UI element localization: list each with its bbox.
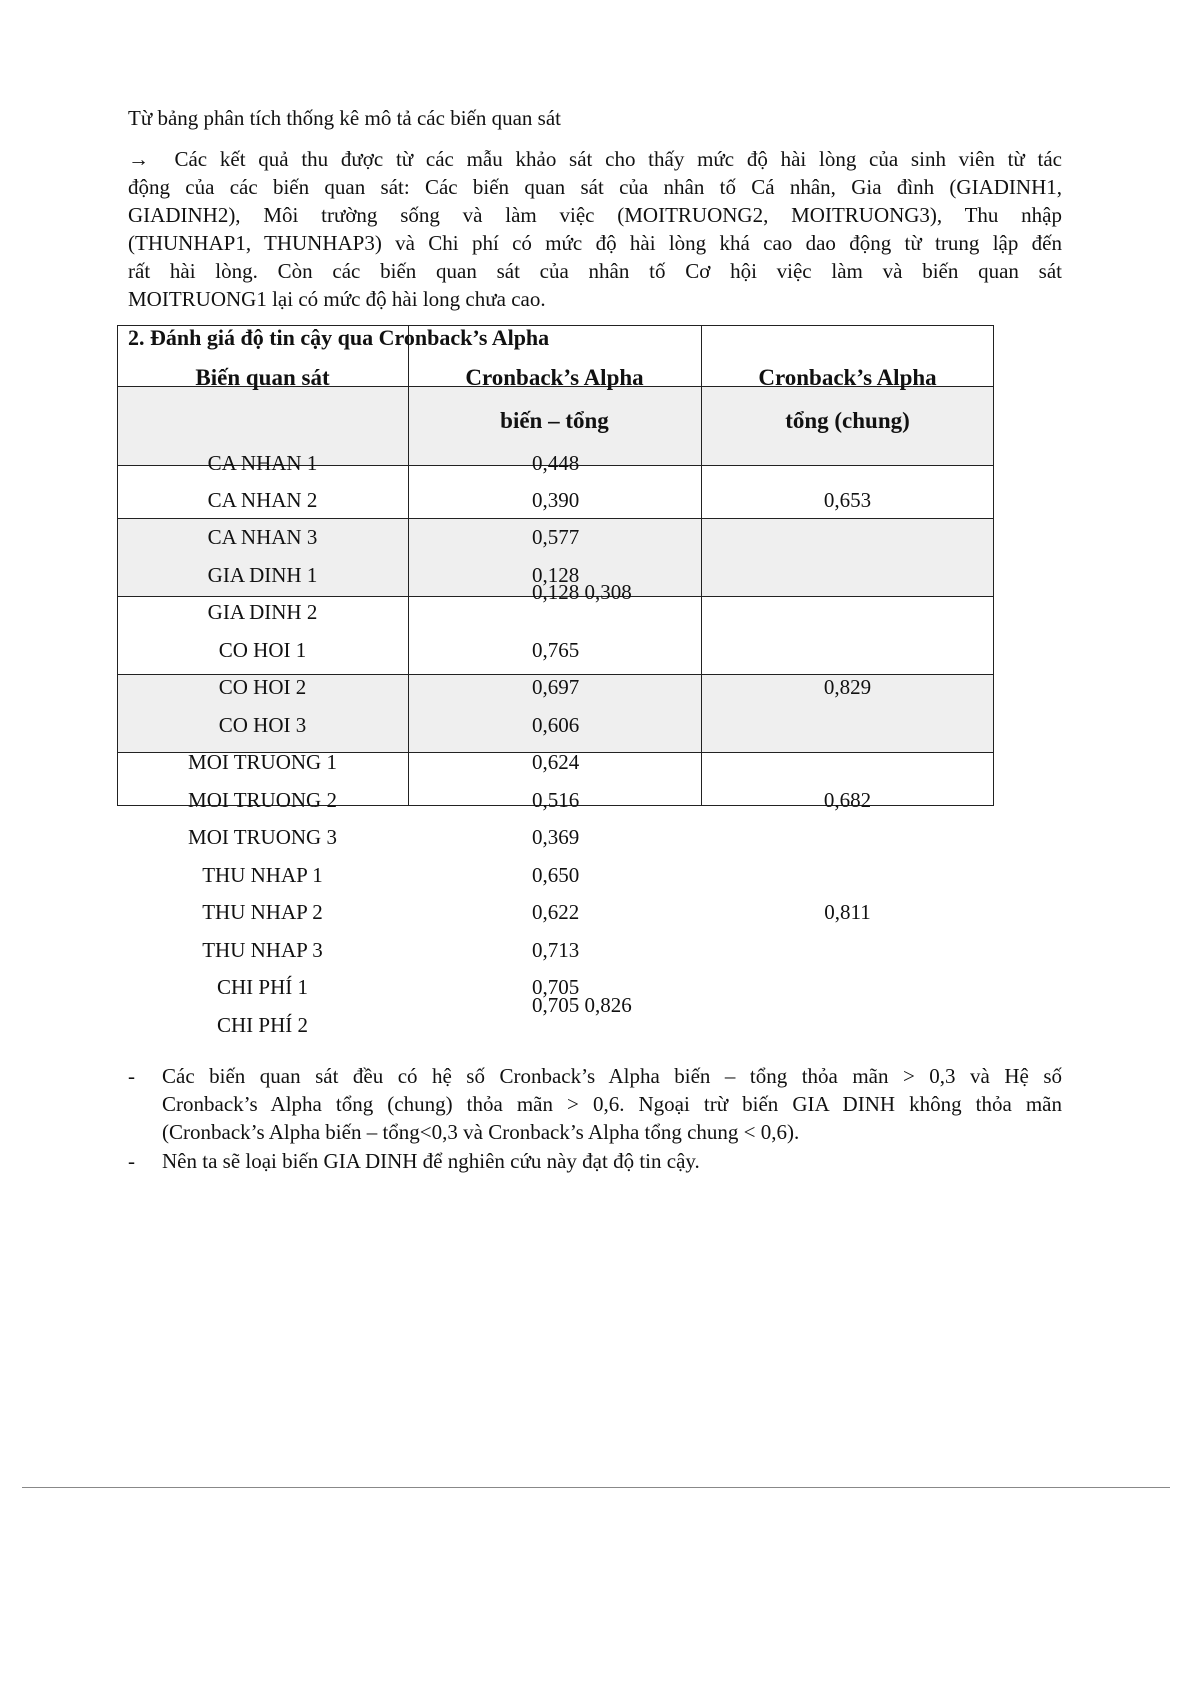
header-observed-variable: Biến quan sát — [195, 365, 330, 390]
row-name: THU NHAP 3 — [202, 938, 323, 962]
overlap-value: 0,705 0,826 — [532, 993, 632, 1017]
section-title: 2. Đánh giá độ tin cậy qua Cronback’s Alpha — [128, 325, 550, 350]
paragraph-line-1: → Các kết quả thu được từ các mẫu khảo sát cho thấy mức độ hài lòng của sinh viên từ tác — [128, 147, 1063, 171]
row-item-value: 0,128 — [532, 563, 580, 587]
bullet-line: Nên ta sẽ loại biến GIA DINH để nghiên cứu này đạt độ tin cậy. — [162, 1149, 700, 1173]
row-name: CHI PHÍ 1 — [216, 975, 308, 999]
row-item-value: 0,390 — [532, 488, 580, 512]
paragraph-line-4: (THUNHAP1, THUNHAP3) và Chi phí có mức độ hài lòng khá cao dao động từ trung lập đến — [128, 231, 1062, 255]
bullet-line: (Cronback’s Alpha biến – tổng<0,3 và Cronback’s Alpha tổng chung < 0,6). — [162, 1120, 800, 1144]
row-item-value: 0,516 — [532, 788, 580, 812]
header-item-total-line1: Cronback’s Alpha — [465, 365, 644, 390]
row-name: CA NHAN 1 — [207, 451, 318, 475]
row-total-value: 0,653 — [823, 488, 872, 512]
row-name: GIA DINH 1 — [207, 563, 318, 587]
row-item-value: 0,713 — [532, 938, 580, 962]
intro-paragraph — [128, 145, 1062, 313]
row-item-value: 0,606 — [532, 713, 580, 737]
table-divider — [408, 325, 409, 806]
row-name: CO HOI 2 — [218, 675, 307, 699]
row-item-value: 0,622 — [532, 900, 580, 924]
row-total-value: 0,829 — [823, 675, 872, 699]
dash-icon: - — [128, 1149, 135, 1173]
header-overall-line2: tổng (chung) — [785, 408, 910, 433]
paragraph-line-6: MOITRUONG1 lại có mức độ hài long chưa cao. — [128, 287, 546, 311]
row-item-value: 0,577 — [532, 525, 580, 549]
row-name: CHI PHÍ 2 — [216, 1013, 308, 1037]
row-item-value: 0,765 — [532, 638, 580, 662]
row-item-value: 0,697 — [532, 675, 580, 699]
row-name: MOI TRUONG 1 — [188, 750, 337, 774]
bullet-line: Các biến quan sát đều có hệ số Cronback’s Alpha biến – tổng thỏa mãn > 0,3 và Hệ số — [162, 1064, 1062, 1088]
footer-divider — [22, 1487, 1170, 1488]
bullet-item — [128, 1147, 1062, 1175]
intro-heading: Từ bảng phân tích thống kê mô tả các biến quan sát — [128, 106, 562, 130]
row-item-value: 0,448 — [532, 451, 580, 475]
paragraph-line-2: động của các biến quan sát: Các biến quan sát của nhân tố Cá nhân, Gia đình (GIADINH1, — [128, 175, 1062, 199]
dash-icon: - — [128, 1064, 135, 1088]
row-name: CA NHAN 3 — [207, 525, 318, 549]
paragraph-line-3: GIADINH2), Môi trường sống và làm việc (MOITRUONG2, MOITRUONG3), Thu nhập — [128, 203, 1062, 227]
row-name: CA NHAN 2 — [207, 488, 318, 512]
header-overall-line1: Cronback’s Alpha — [758, 365, 937, 390]
paragraph-line-5: rất hài lòng. Còn các biến quan sát của nhân tố Cơ hội việc làm và biến quan sát — [128, 259, 1062, 283]
row-name: MOI TRUONG 3 — [188, 825, 337, 849]
row-name: THU NHAP 1 — [202, 863, 323, 887]
row-name: GIA DINH 2 — [207, 600, 318, 624]
bullet-item — [128, 1062, 1062, 1146]
table-divider — [701, 325, 702, 806]
table-divider — [117, 518, 994, 519]
row-name: CO HOI 1 — [218, 638, 307, 662]
row-name: CO HOI 3 — [218, 713, 307, 737]
row-total-value: 0,811 — [824, 900, 871, 924]
row-total-value: 0,682 — [823, 788, 872, 812]
header-item-total-line2: biến – tổng — [500, 408, 609, 433]
row-name: MOI TRUONG 2 — [188, 788, 337, 812]
row-item-value: 0,705 — [532, 975, 580, 999]
row-name: THU NHAP 2 — [202, 900, 323, 924]
row-item-value: 0,650 — [532, 863, 580, 887]
arrow-icon: → — [128, 147, 149, 171]
overlap-value: 0,128 0,308 — [532, 580, 632, 604]
bullet-line: Cronback’s Alpha tổng (chung) thỏa mãn > 0,6. Ngoại trừ biến GIA DINH không thỏa mãn — [162, 1092, 1062, 1116]
row-item-value: 0,369 — [532, 825, 580, 849]
row-item-value: 0,624 — [532, 750, 580, 774]
